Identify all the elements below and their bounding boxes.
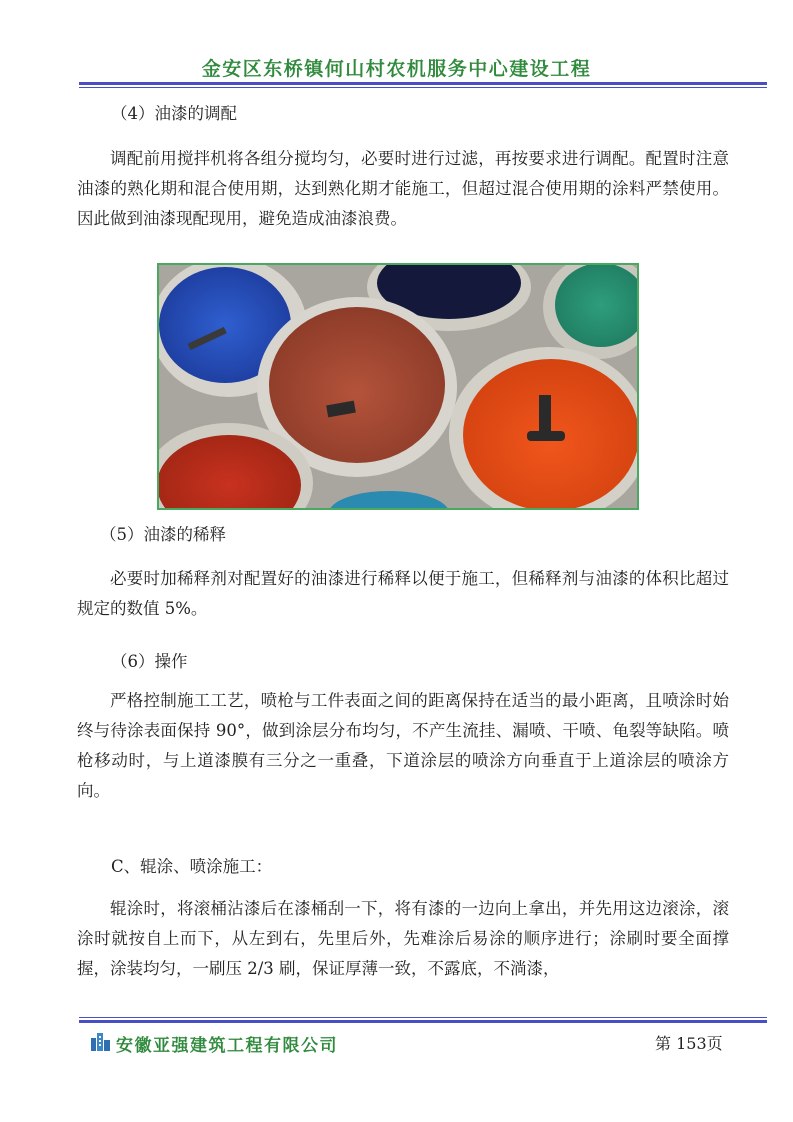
- paragraph-paint-thinning: 必要时加稀释剂对配置好的油漆进行稀释以便于施工，但稀释剂与油漆的体积比超过规定的数值 5%。: [77, 569, 729, 618]
- page-prefix: 第: [655, 1034, 672, 1053]
- building-logo-icon: [90, 1030, 112, 1056]
- page-number-value: 153: [676, 1034, 707, 1053]
- section-heading-5: （5）油漆的稀释: [100, 525, 226, 544]
- paragraph-paint-mixing: 调配前用搅拌机将各组分搅均匀，必要时进行过滤，再按要求进行调配。配置时注意油漆的熟化期和混合使用期，达到熟化期才能施工，但超过混合使用期的涂料严禁使用。因此做到油漆现配现用，避免造成油漆浪费。: [77, 149, 729, 228]
- paragraph-roller-coating: 辊涂时，将滚桶沾漆后在漆桶刮一下，将有漆的一边向上拿出，并先用这边滚涂，滚涂时就按自上而下，从左到右，先里后外，先难涂后易涂的顺序进行；涂刷时要全面撑握，涂装均匀，一刷压 2/3 刷，保证厚薄一致，不露底，不淌漆，: [77, 899, 729, 978]
- document-header-title: 金安区东桥镇何山村农机服务中心建设工程: [201, 58, 592, 80]
- page-suffix: 页: [706, 1034, 723, 1053]
- paint-buckets-photo: [157, 263, 639, 510]
- section-heading-c: C、辊涂、喷涂施工：: [111, 857, 273, 876]
- footer-rule-thin: [79, 1017, 767, 1018]
- footer-company-name: 安徽亚强建筑工程有限公司: [116, 1036, 338, 1056]
- header-rule-thin: [79, 87, 767, 88]
- section-heading-4: （4）油漆的调配: [111, 104, 237, 123]
- footer-rule-thick: [79, 1020, 767, 1023]
- page-number: [655, 1031, 723, 1054]
- header-rule-thick: [79, 82, 767, 85]
- paragraph-operation: 严格控制施工工艺，喷枪与工件表面之间的距离保持在适当的最小距离，且喷涂时始终与待涂表面保持 90°，做到涂层分布均匀，不产生流挂、漏喷、干喷、龟裂等缺陷。喷枪移动时，与上道漆膜有三分之一重叠，下道涂层的喷涂方向垂直于上道涂层的喷涂方向。: [77, 691, 729, 800]
- section-heading-6: （6）操作: [111, 652, 188, 671]
